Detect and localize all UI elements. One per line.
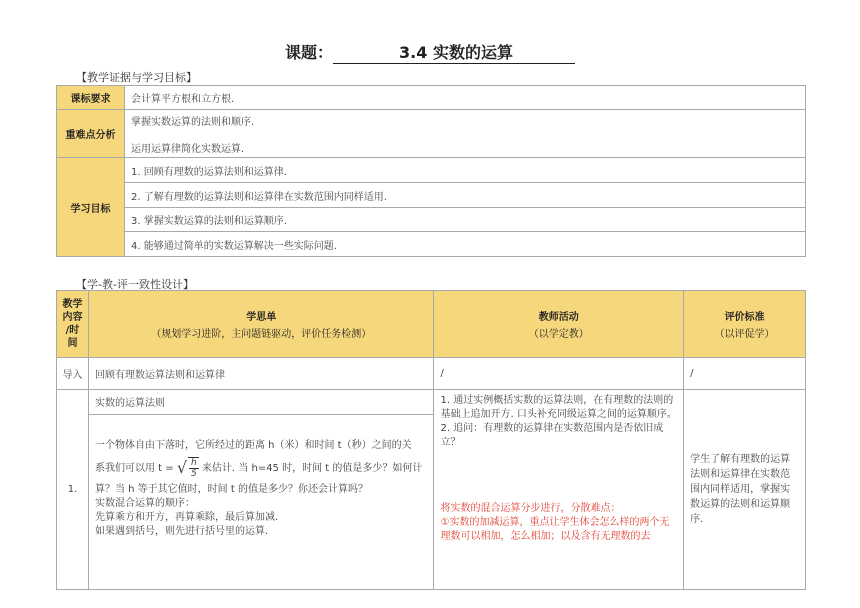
teacher-text: 2. 追问：有理数的运算律在实数范围内是否依旧成立？ bbox=[440, 423, 664, 448]
goal-item: 3. 掌握实数运算的法则和运算顺序. bbox=[125, 208, 806, 232]
design-table bbox=[56, 290, 806, 590]
row1-teacher bbox=[434, 390, 684, 590]
goal-item: 4. 能够通过简单的实数运算解决一些实际问题. bbox=[125, 232, 806, 257]
intro-sheet: 回顾有理数运算法则和运算律 bbox=[88, 358, 434, 390]
section-label-evidence: 【教学证据与学习目标】 bbox=[76, 71, 197, 84]
sheet-text: 算？当 h 等于其它值时，时间 t 的值是多少？你还会计算吗？ bbox=[94, 484, 368, 495]
header-study-sheet bbox=[88, 291, 434, 358]
sheet-text: 一个物体自由下落时，它所经过的距离 h（米）和时间 t（秒）之间的关 bbox=[94, 440, 412, 451]
sheet-text: 如果遇到括号，则先进行括号里的运算. bbox=[94, 526, 269, 537]
objectives-table bbox=[56, 85, 806, 257]
formula-numerator: h bbox=[191, 458, 197, 468]
intro-content: 导入 bbox=[57, 358, 89, 390]
sheet-paragraph bbox=[95, 439, 428, 539]
title-topic: 3.4 实数的运算 bbox=[333, 40, 575, 64]
focus-text bbox=[125, 110, 806, 158]
goals-label: 学习目标 bbox=[57, 158, 125, 257]
standard-text: 会计算平方根和立方根. bbox=[125, 86, 806, 110]
intro-teacher: / bbox=[434, 358, 684, 390]
teacher-note: 将实数的混合运算分步进行，分散难点： bbox=[440, 503, 621, 514]
header-title: 教师活动 bbox=[538, 312, 579, 323]
teacher-note: ①实数的加减运算，重点让学生体会怎么样的两个无理数可以相加，怎么相加；以及含有无理数的去 bbox=[440, 517, 670, 542]
formula-denominator: 5 bbox=[191, 469, 197, 479]
sheet-text: 先算乘方和开方，再算乘除，最后算加减. bbox=[94, 512, 279, 523]
header-line: 间 bbox=[67, 338, 78, 349]
goal-item: 2. 了解有理数的运算法则和运算律在实数范围内同样适用. bbox=[125, 183, 806, 208]
focus-line: 掌握实数运算的法则和顺序. bbox=[131, 116, 255, 128]
sqrt-formula: √ $\frac{h}{5}$ bbox=[176, 458, 197, 479]
standard-label: 课标要求 bbox=[57, 86, 125, 110]
row1-content: 1. bbox=[57, 390, 89, 590]
sheet-heading: 实数的运算法则 bbox=[89, 390, 434, 415]
intro-eval: / bbox=[684, 358, 806, 390]
sheet-text: 实数混合运算的顺序： bbox=[94, 498, 195, 509]
row1-sheet bbox=[88, 390, 434, 590]
header-title: 学思单 bbox=[246, 312, 277, 323]
header-subtitle: （以学定教） bbox=[528, 329, 589, 340]
header-subtitle: （以评促学） bbox=[714, 329, 775, 340]
header-title: 评价标准 bbox=[724, 312, 765, 323]
row1-eval: 学生了解有理数的运算法则和运算律在实数范围内同样适用，掌握实数运算的法则和运算顺序. bbox=[684, 390, 806, 590]
focus-line: 运用运算律简化实数运算. bbox=[131, 143, 245, 155]
header-line: /时 bbox=[65, 325, 80, 336]
sheet-formula-line bbox=[95, 457, 428, 479]
teacher-text: 1. 通过实例概括实数的运算法则，在有理数的法则的基础上追加开方. 口头补充同级运算之间的运算顺序。 bbox=[440, 395, 677, 420]
sheet-text: 系我们可以用 t = bbox=[94, 463, 174, 474]
sheet-text: 来估计. 当 h=45 时，时间 t 的值是多少？如何计 bbox=[201, 463, 423, 474]
header-line: 教学 bbox=[62, 299, 83, 310]
goal-item: 1. 回顾有理数的运算法则和运算律. bbox=[125, 158, 806, 183]
focus-label: 重难点分析 bbox=[57, 110, 125, 158]
header-line: 内容 bbox=[62, 312, 83, 323]
section-label-design: 【学-教-评一致性设计】 bbox=[76, 278, 194, 291]
header-content-time bbox=[57, 291, 89, 358]
header-evaluation bbox=[684, 291, 806, 358]
lesson-title bbox=[0, 40, 860, 64]
header-teacher-activity bbox=[434, 291, 684, 358]
header-subtitle: （规划学习进阶，主问题链驱动，评价任务检测） bbox=[151, 329, 372, 340]
title-prefix: 课题： bbox=[285, 43, 334, 62]
